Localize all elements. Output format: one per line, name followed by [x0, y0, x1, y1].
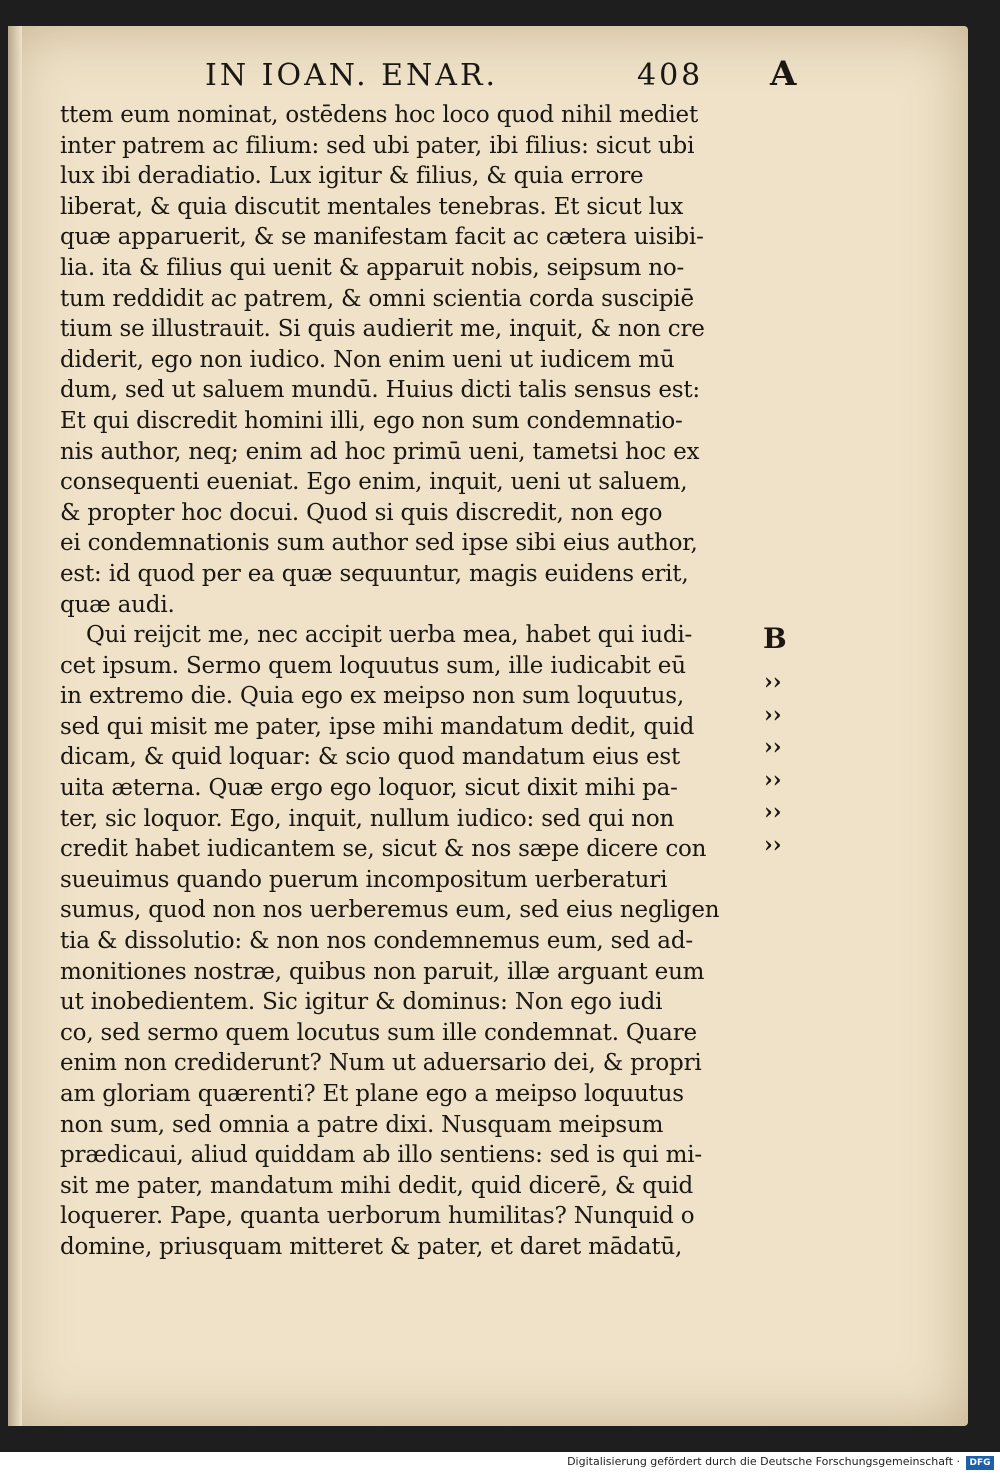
- text-block: [60, 100, 760, 1263]
- margin-quote-mark: ››: [764, 766, 782, 793]
- text-line: ter, sic loquor. Ego, inquit, nullum iudico: sed qui non: [60, 805, 675, 832]
- text-line: ei condemnationis sum author sed ipse sibi eius author,: [60, 530, 698, 557]
- text-line: quæ apparuerit, & se manifestam facit ac cætera uisibi-: [60, 224, 704, 251]
- text-line: tum reddidit ac patrem, & omni scientia corda suscipiē: [60, 285, 694, 312]
- text-line: sumus, quod non nos uerberemus eum, sed eius negligen: [60, 897, 720, 924]
- text-line: Et qui discredit homini illi, ego non sum condemnatio-: [60, 407, 683, 434]
- text-line: Qui reijcit me, nec accipit uerba mea, habet qui iudi-: [86, 622, 693, 649]
- text-line: quæ audi.: [60, 591, 175, 618]
- margin-quote-mark: ››: [764, 831, 782, 858]
- margin-quote-mark: ››: [764, 734, 782, 760]
- text-line: monitiones nostræ, quibus non paruit, illæ arguant eum: [60, 958, 705, 985]
- text-line: & propter hoc docui. Quod si quis discredit, non ego: [60, 499, 663, 526]
- margin-quote-marks: [764, 666, 804, 861]
- text-line: dicam, & quid loquar: & scio quod mandatum eius est: [60, 744, 681, 771]
- text-line: cet ipsum. Sermo quem loquutus sum, ille iudicabit eū: [60, 652, 686, 679]
- text-line: inter patrem ac filium: sed ubi pater, ibi filius: sicut ubi: [60, 132, 695, 159]
- text-line: prædicaui, aliud quiddam ab illo sentiens: sed is qui mi-: [60, 1142, 702, 1169]
- text-line: consequenti eueniat. Ego enim, inquit, ueni ut saluem,: [60, 469, 688, 496]
- folio-number: 408: [637, 58, 704, 93]
- text-line: sueuimus quando puerum incompositum uerberaturi: [60, 866, 668, 893]
- dfg-logo: DFG: [966, 1456, 994, 1470]
- text-line: am gloriam quærenti? Et plane ego a meipso loquutus: [60, 1081, 684, 1107]
- text-line: loquerer. Pape, quanta uerborum humilitas? Nunquid o: [60, 1203, 695, 1230]
- margin-signature-b: B: [763, 622, 787, 655]
- margin-quote-mark: ››: [764, 701, 782, 728]
- text-line: est: id quod per ea quæ sequuntur, magis euidens erit,: [60, 560, 689, 587]
- text-line: tium se illustrauit. Si quis audierit me, inquit, & non cre: [60, 316, 705, 343]
- text-line: enim non crediderunt? Num ut aduersario dei, & propri: [60, 1050, 702, 1077]
- text-line: nis author, neq; enim ad hoc primū ueni, tametsi hoc ex: [60, 438, 700, 465]
- text-line: domine, priusquam mitteret & pater, et daret mādatū,: [60, 1233, 683, 1260]
- text-line: ttem eum nominat, ostēdens hoc loco quod nihil mediet: [60, 102, 699, 128]
- running-title: IN IOAN. ENAR.: [205, 58, 499, 93]
- text-line: sit me pater, mandatum mihi dedit, quid dicerē, & quid: [60, 1172, 694, 1199]
- digitization-footer: [0, 1452, 1000, 1474]
- running-head: [205, 58, 765, 98]
- text-line: lux ibi deradiatio. Lux igitur & filius, & quia errore: [60, 163, 644, 190]
- text-line: lia. ita & filius qui uenit & apparuit nobis, seipsum no-: [60, 254, 685, 281]
- text-line: in extremo die. Quia ego ex meipso non sum loquutus,: [60, 683, 684, 710]
- text-line: co, sed sermo quem locutus sum ille condemnat. Quare: [60, 1019, 697, 1046]
- text-line: sed qui misit me pater, ipse mihi mandatum dedit, quid: [60, 713, 695, 740]
- text-line: credit habet iudicantem se, sicut & nos sæpe dicere con: [60, 836, 707, 863]
- text-line: tia & dissolutio: & non nos condemnemus eum, sed ad-: [60, 928, 693, 955]
- text-line: dum, sed ut saluem mundū. Huius dicti talis sensus est:: [60, 377, 700, 404]
- margin-quote-mark: ››: [764, 669, 782, 695]
- text-line: non sum, sed omnia a patre dixi. Nusquam meipsum: [60, 1111, 664, 1138]
- text-line: liberat, & quia discutit mentales tenebras. Et sicut lux: [60, 193, 684, 220]
- page-gutter-shadow: [8, 26, 22, 1426]
- text-line: uita æterna. Quæ ergo ego loquor, sicut dixit mihi pa-: [60, 775, 678, 802]
- signature-mark-a: A: [770, 54, 797, 94]
- text-line: diderit, ego non iudico. Non enim ueni ut iudicem mū: [60, 346, 675, 373]
- margin-quote-mark: ››: [764, 799, 782, 825]
- funding-credit: Digitalisierung gefördert durch die Deutsche Forschungsgemeinschaft ·: [567, 1455, 960, 1468]
- text-line: ut inobedientem. Sic igitur & dominus: Non ego iudi: [60, 989, 663, 1016]
